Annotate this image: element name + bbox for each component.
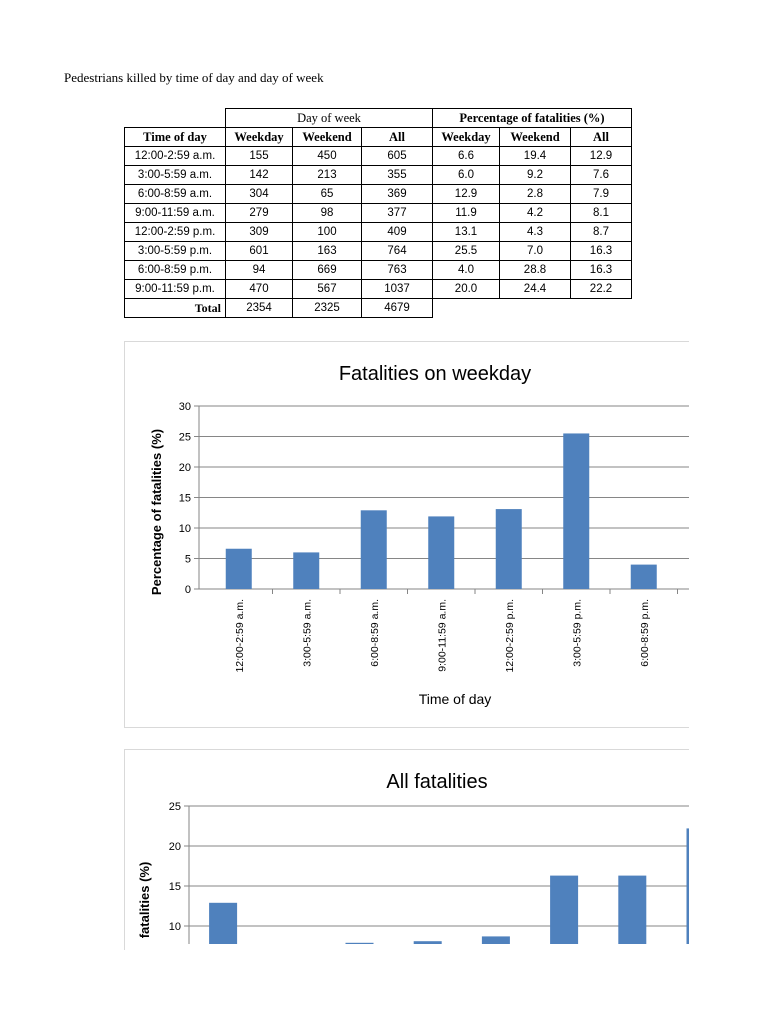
bar: [346, 943, 374, 944]
y-tick-label: 15: [178, 492, 191, 505]
cell-pct-weekday: 6.6: [433, 147, 500, 166]
cell-total-weekday: 2354: [226, 299, 293, 318]
cell-pct-all: 16.3: [571, 261, 632, 280]
cell-weekday: 155: [226, 147, 293, 166]
cell-weekday: 279: [226, 204, 293, 223]
cell-total-label: Total: [125, 299, 226, 318]
cell-pct-all: 16.3: [571, 242, 632, 261]
cell-pct-all: 7.6: [571, 166, 632, 185]
cell-total-all: 4679: [362, 299, 433, 318]
cell-weekday: 142: [226, 166, 293, 185]
cell-total-weekend: 2325: [293, 299, 362, 318]
cell-weekday: 309: [226, 223, 293, 242]
group-header-day-of-week: Day of week: [226, 109, 433, 128]
y-tick-label: 30: [178, 401, 191, 413]
y-tick-label: 10: [178, 523, 191, 535]
x-tick-label: 12:00-2:59 p.m.: [503, 599, 516, 673]
col-header-weekday: Weekday: [226, 128, 293, 147]
cell-weekend: 98: [293, 204, 362, 223]
y-axis-label: Percentage of fatalities (%): [149, 428, 164, 596]
x-tick-label: 12:00-2:59 a.m.: [233, 599, 246, 673]
cell-pct-weekend: 9.2: [500, 166, 571, 185]
cell-time: 3:00-5:59 a.m.: [125, 166, 226, 185]
cell-pct-weekend: 4.3: [500, 223, 571, 242]
cell-all: 409: [362, 223, 433, 242]
cell-weekend: 669: [293, 261, 362, 280]
bar: [209, 903, 237, 944]
cell-pct-weekday: 20.0: [433, 280, 500, 299]
x-tick-label: 3:00-5:59 p.m.: [571, 599, 584, 667]
cell-weekday: 94: [226, 261, 293, 280]
cell-weekday: 470: [226, 280, 293, 299]
group-header-percentage: Percentage of fatalities (%): [433, 109, 632, 128]
col-header-weekend: Weekend: [293, 128, 362, 147]
table-corner-cell: [125, 109, 226, 128]
bar: [631, 565, 657, 589]
bar: [293, 552, 319, 589]
y-tick-label: 20: [168, 841, 181, 853]
col-header-time-of-day: Time of day: [125, 128, 226, 147]
x-tick-label: 6:00-8:59 p.m.: [638, 599, 651, 667]
cell-weekend: 213: [293, 166, 362, 185]
cell-all: 355: [362, 166, 433, 185]
cell-weekday: 601: [226, 242, 293, 261]
bar: [428, 516, 454, 589]
bar: [618, 876, 646, 944]
cell-weekday: 304: [226, 185, 293, 204]
y-axis-label: fatalities (%): [137, 861, 152, 939]
table-row: [125, 223, 632, 242]
cell-weekend: 100: [293, 223, 362, 242]
x-tick-label: 6:00-8:59 a.m.: [368, 599, 381, 667]
cell-pct-weekday: 11.9: [433, 204, 500, 223]
table-row: [125, 280, 632, 299]
all-fatalities-chart-svg: [125, 750, 689, 944]
fatalities-table: [124, 108, 632, 318]
cell-all: 377: [362, 204, 433, 223]
cell-time: 9:00-11:59 p.m.: [125, 280, 226, 299]
cell-weekend: 65: [293, 185, 362, 204]
bar: [563, 433, 589, 589]
col-header-all: All: [362, 128, 433, 147]
chart-title: Fatalities on weekday: [338, 363, 532, 385]
document-title: Pedestrians killed by time of day and day of week: [64, 70, 324, 85]
cell-pct-all: 8.1: [571, 204, 632, 223]
table-row: [125, 261, 632, 280]
cell-time: 12:00-2:59 a.m.: [125, 147, 226, 166]
y-tick-label: 10: [168, 921, 181, 933]
table-row: [125, 147, 632, 166]
cell-weekend: 163: [293, 242, 362, 261]
col-header-pct-all: All: [571, 128, 632, 147]
cell-pct-weekday: 12.9: [433, 185, 500, 204]
cell-pct-weekend: 2.8: [500, 185, 571, 204]
cell-time: 6:00-8:59 p.m.: [125, 261, 226, 280]
y-tick-label: 15: [168, 881, 181, 893]
cell-pct-all: 22.2: [571, 280, 632, 299]
table-column-header-row: [125, 128, 632, 147]
col-header-pct-weekend: Weekend: [500, 128, 571, 147]
cell-all: 369: [362, 185, 433, 204]
cell-time: 12:00-2:59 p.m.: [125, 223, 226, 242]
bar: [226, 549, 252, 589]
cell-pct-weekend: 28.8: [500, 261, 571, 280]
x-axis-label: Time of day: [418, 691, 492, 707]
cell-time: 6:00-8:59 a.m.: [125, 185, 226, 204]
cell-pct-weekday: 6.0: [433, 166, 500, 185]
table-row: [125, 185, 632, 204]
bar: [687, 828, 690, 944]
bar: [550, 876, 578, 944]
cell-weekend: 567: [293, 280, 362, 299]
table-empty-cell: [433, 299, 632, 318]
cell-pct-weekend: 4.2: [500, 204, 571, 223]
y-tick-label: 0: [184, 584, 191, 596]
cell-time: 3:00-5:59 p.m.: [125, 242, 226, 261]
cell-all: 605: [362, 147, 433, 166]
y-tick-label: 5: [184, 553, 191, 566]
weekday-chart-svg: [125, 342, 689, 727]
cell-pct-weekend: 7.0: [500, 242, 571, 261]
cell-pct-weekday: 25.5: [433, 242, 500, 261]
col-header-pct-weekday: Weekday: [433, 128, 500, 147]
cell-pct-weekend: 19.4: [500, 147, 571, 166]
x-tick-label: 3:00-5:59 a.m.: [301, 599, 314, 667]
cell-time: 9:00-11:59 a.m.: [125, 204, 226, 223]
cell-pct-weekday: 13.1: [433, 223, 500, 242]
bar: [496, 509, 522, 589]
cell-weekend: 450: [293, 147, 362, 166]
y-tick-label: 20: [178, 462, 191, 474]
table-row: [125, 204, 632, 223]
bar: [414, 941, 442, 944]
cell-all: 1037: [362, 280, 433, 299]
bar: [361, 510, 387, 589]
cell-pct-all: 7.9: [571, 185, 632, 204]
all-fatalities-chart: [124, 749, 689, 950]
bar: [482, 936, 510, 944]
table-group-header-row: [125, 109, 632, 128]
table-total-row: [125, 299, 632, 318]
table-row: [125, 166, 632, 185]
cell-pct-all: 12.9: [571, 147, 632, 166]
weekday-chart: [124, 341, 689, 728]
cell-all: 764: [362, 242, 433, 261]
cell-pct-weekend: 24.4: [500, 280, 571, 299]
cell-pct-all: 8.7: [571, 223, 632, 242]
table-row: [125, 242, 632, 261]
cell-all: 763: [362, 261, 433, 280]
y-tick-label: 25: [178, 431, 191, 444]
x-tick-label: 9:00-11:59 a.m.: [436, 599, 449, 672]
cell-pct-weekday: 4.0: [433, 261, 500, 280]
chart-title: All fatalities: [386, 771, 488, 793]
y-tick-label: 25: [168, 801, 181, 813]
